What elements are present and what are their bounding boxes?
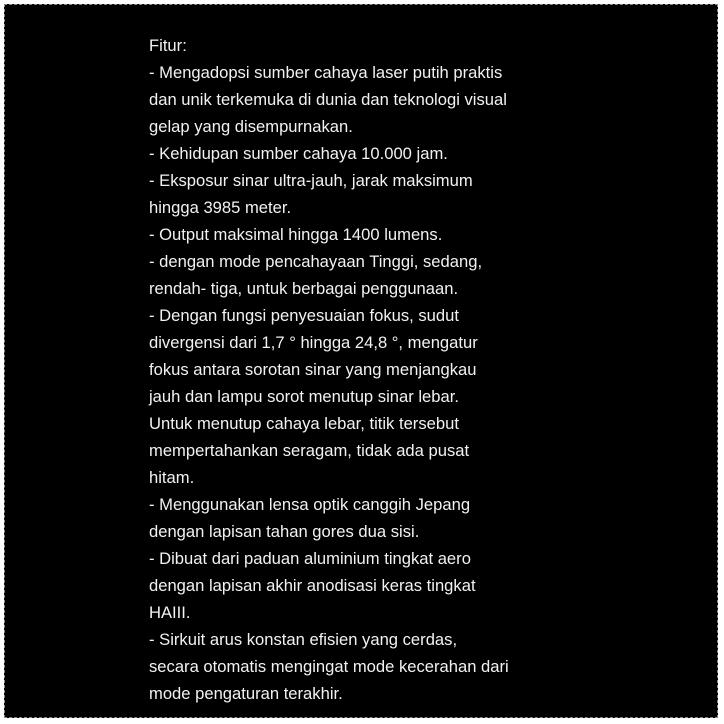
text-line: - Dibuat dari paduan aluminium tingkat aero bbox=[149, 549, 471, 568]
text-line: divergensi dari 1,7 ° hingga 24,8 °, mengatur bbox=[149, 333, 478, 352]
text-line: HAIII. bbox=[149, 603, 191, 622]
text-line: - Mengadopsi sumber cahaya laser putih praktis bbox=[149, 63, 503, 82]
text-line: hingga 3985 meter. bbox=[149, 198, 292, 217]
text-line: - Menggunakan lensa optik canggih Jepang bbox=[149, 495, 471, 514]
text-line: Untuk menutup cahaya lebar, titik tersebut bbox=[149, 414, 459, 433]
text-line: rendah- tiga, untuk berbagai penggunaan. bbox=[149, 279, 459, 298]
text-line: secara otomatis mengingat mode kecerahan dari bbox=[149, 657, 509, 676]
text-line: - Kehidupan sumber cahaya 10.000 jam. bbox=[149, 144, 448, 163]
text-line: dan unik terkemuka di dunia dan teknologi visual bbox=[149, 90, 507, 109]
feature-text-block bbox=[149, 32, 589, 707]
text-line: fokus antara sorotan sinar yang menjangkau bbox=[149, 360, 477, 379]
text-line: - dengan mode pencahayaan Tinggi, sedang, bbox=[149, 252, 483, 271]
text-line: dengan lapisan akhir anodisasi keras tingkat bbox=[149, 576, 476, 595]
text-line: gelap yang disempurnakan. bbox=[149, 117, 353, 136]
text-line: - Output maksimal hingga 1400 lumens. bbox=[149, 225, 443, 244]
text-line: - Dengan fungsi penyesuaian fokus, sudut bbox=[149, 306, 459, 325]
text-line: dengan lapisan tahan gores dua sisi. bbox=[149, 522, 420, 541]
text-line: Fitur: bbox=[149, 36, 187, 55]
text-line: hitam. bbox=[149, 468, 195, 487]
text-line: - Sirkuit arus konstan efisien yang cerdas, bbox=[149, 630, 458, 649]
dark-panel bbox=[4, 4, 718, 718]
text-line: mempertahankan seragam, tidak ada pusat bbox=[149, 441, 470, 460]
text-line: jauh dan lampu sorot menutup sinar lebar. bbox=[149, 387, 459, 406]
text-line: - Eksposur sinar ultra-jauh, jarak maksimum bbox=[149, 171, 473, 190]
text-line: mode pengaturan terakhir. bbox=[149, 684, 343, 703]
